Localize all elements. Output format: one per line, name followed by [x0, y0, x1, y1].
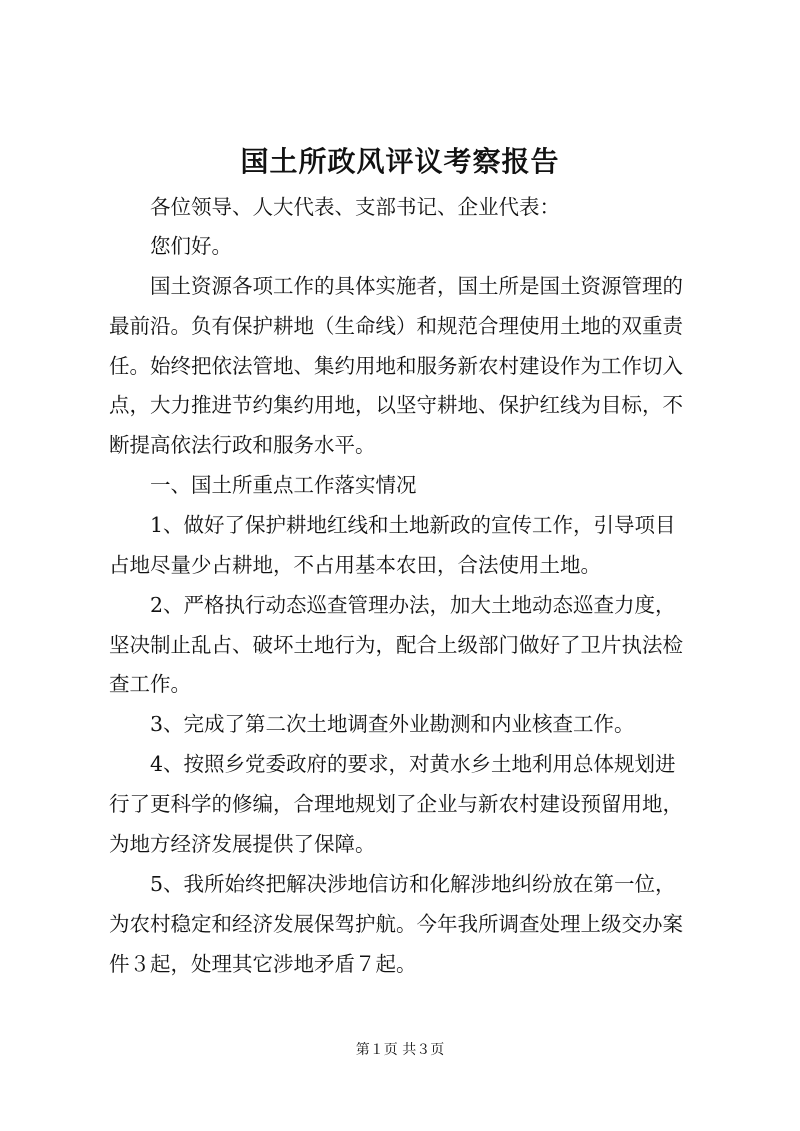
item-1-line-1: 1、做好了保护耕地红线和土地新政的宣传工作，引导项目 — [150, 513, 676, 537]
intro-line-1: 国土资源各项工作的具体实施者，国土所是国土资源管理的 — [150, 274, 683, 298]
item-4-line-1: 4、按照乡党委政府的要求，对黄水乡土地利用总体规划进 — [150, 752, 676, 776]
item-2-line-2: 坚决制止乱占、破坏土地行为，配合上级部门做好了卫片执法检 — [109, 633, 683, 657]
page-footer: 第１页 共３页 — [355, 1042, 445, 1058]
intro-line-2: 最前沿。负有保护耕地（生命线）和规范合理使用土地的双重责 — [109, 314, 683, 338]
intro-line-3: 任。始终把依法管地、集约用地和服务新农村建设作为工作切入 — [109, 354, 683, 378]
item-5-line-1: 5、我所始终把解决涉地信访和化解涉地纠纷放在第一位， — [150, 872, 676, 896]
intro-line-4: 点，大力推进节约集约用地，以坚守耕地、保护红线为目标，不 — [109, 393, 683, 417]
item-4-line-2: 行了更科学的修编，合理地规划了企业与新农村建设预留用地， — [109, 792, 683, 816]
item-1-line-2: 占地尽量少占耕地，不占用基本农田，合法使用土地。 — [109, 553, 601, 577]
greeting: 您们好。 — [150, 234, 232, 258]
intro-line-5: 断提高依法行政和服务水平。 — [109, 433, 376, 457]
document-title: 国土所政风评议考察报告 — [240, 145, 560, 178]
section-heading: 一、国土所重点工作落实情况 — [150, 473, 417, 497]
item-3-line-1: 3、完成了第二次土地调查外业勘测和内业核查工作。 — [150, 712, 635, 736]
salutation: 各位领导、人大代表、支部书记、企业代表： — [150, 195, 560, 219]
item-5-line-2: 为农村稳定和经济发展保驾护航。今年我所调查处理上级交办案 — [109, 912, 683, 936]
item-2-line-1: 2、严格执行动态巡查管理办法，加大土地动态巡查力度， — [150, 593, 676, 617]
item-4-line-3: 为地方经济发展提供了保障。 — [109, 832, 376, 856]
item-5-line-3: 件３起，处理其它涉地矛盾７起。 — [109, 952, 417, 976]
item-2-line-3: 查工作。 — [109, 672, 191, 696]
